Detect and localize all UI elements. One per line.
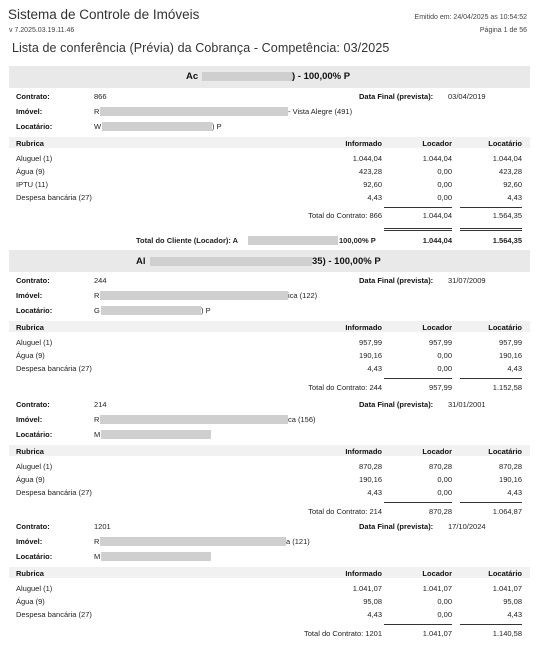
redacted-block: [202, 72, 294, 81]
contract-number: 1201: [94, 522, 111, 531]
col-locatario: Locatário: [488, 323, 522, 332]
rubrica-cell: Aluguel (1): [16, 338, 53, 347]
end-date-value: 03/04/2019: [448, 92, 486, 101]
end-date-value: 31/07/2009: [448, 276, 486, 285]
locatario-cell: 870,28: [499, 462, 522, 471]
redacted-block: [100, 107, 288, 116]
col-informado: Informado: [345, 323, 382, 332]
property-suffix: a (121): [286, 537, 310, 546]
tenant-label: Locatário:: [16, 306, 53, 315]
informado-cell: 1.041,07: [352, 584, 382, 593]
col-rubrica: Rubrica: [16, 139, 44, 148]
locador-cell: 0,00: [437, 475, 452, 484]
rubrica-cell: Água (9): [16, 351, 45, 360]
end-date-value: 31/01/2001: [448, 400, 486, 409]
locador-cell: 0,00: [437, 597, 452, 606]
redacted-block: [100, 291, 288, 300]
locatario-cell: 423,28: [499, 167, 522, 176]
col-rubrica: Rubrica: [16, 323, 44, 332]
informado-cell: 190,16: [359, 351, 382, 360]
total-rule: [384, 230, 452, 231]
col-rubrica: Rubrica: [16, 569, 44, 578]
end-date-label: Data Final (prevista):: [359, 92, 434, 101]
tenant-prefix: G: [94, 306, 100, 315]
locador-cell: 0,00: [437, 180, 452, 189]
client-share: 35) - 100,00% P: [312, 256, 381, 267]
emitted-timestamp: Emitido em: 24/04/2025 as 10:54:52: [414, 14, 527, 21]
col-locatario: Locatário: [488, 569, 522, 578]
property-label: Imóvel:: [16, 291, 43, 300]
locatario-cell: 95,08: [503, 597, 522, 606]
client-name-start: Ac: [186, 71, 199, 82]
contract-total-label: Total do Contrato: 244: [308, 383, 382, 392]
locatario-cell: 92,60: [503, 180, 522, 189]
rubrica-cell: Água (9): [16, 167, 45, 176]
contract-label: Contrato:: [16, 276, 50, 285]
locatario-cell: 1.041,07: [492, 584, 522, 593]
locador-cell: 1.044,04: [422, 154, 452, 163]
total-rule: [384, 502, 452, 503]
locador-cell: 0,00: [437, 610, 452, 619]
locatario-cell: 190,16: [499, 475, 522, 484]
contract-total-label: Total do Contrato: 866: [308, 211, 382, 220]
property-prefix: R: [94, 291, 100, 300]
col-locador: Locador: [422, 323, 452, 332]
total-rule: [384, 378, 452, 379]
locador-cell: 1.041,07: [422, 584, 452, 593]
redacted-block: [101, 430, 211, 439]
total-rule: [384, 624, 452, 625]
contract-total-locatario: 1.564,35: [492, 211, 522, 220]
informado-cell: 92,60: [363, 180, 382, 189]
locatario-cell: 1.044,04: [492, 154, 522, 163]
contract-total-locador: 1.044,04: [422, 211, 452, 220]
col-locador: Locador: [422, 569, 452, 578]
tenant-label: Locatário:: [16, 552, 53, 561]
total-rule: [384, 207, 452, 208]
tenant-prefix: M: [94, 430, 101, 439]
rubrica-cell: Despesa bancária (27): [16, 610, 92, 619]
property-prefix: R: [94, 107, 100, 116]
contract-number: 866: [94, 92, 107, 101]
redacted-block: [100, 537, 286, 546]
col-locador: Locador: [422, 139, 452, 148]
rubrica-cell: Despesa bancária (27): [16, 364, 92, 373]
locatario-cell: 4,43: [507, 364, 522, 373]
total-rule: [460, 502, 522, 503]
property-suffix: ica (122): [288, 291, 318, 300]
property-prefix: R: [94, 415, 100, 424]
contract-total-locatario: 1.140,58: [492, 629, 522, 638]
end-date-value: 17/10/2024: [448, 522, 486, 531]
total-rule: [460, 228, 522, 229]
total-rule: [384, 228, 452, 229]
informado-cell: 190,16: [359, 475, 382, 484]
col-locador: Locador: [422, 447, 452, 456]
col-locatario: Locatário: [488, 447, 522, 456]
total-rule: [460, 378, 522, 379]
locatario-cell: 4,43: [507, 488, 522, 497]
tenant-suffix: ) P: [212, 122, 222, 131]
rubrica-cell: Água (9): [16, 475, 45, 484]
client-total-share: 100,00% P: [339, 236, 376, 245]
tenant-prefix: W: [94, 122, 102, 131]
rubrica-cell: Aluguel (1): [16, 154, 53, 163]
redacted-block: [100, 415, 288, 424]
col-informado: Informado: [345, 139, 382, 148]
informado-cell: 957,99: [359, 338, 382, 347]
property-suffix: ca (156): [288, 415, 316, 424]
informado-cell: 95,08: [363, 597, 382, 606]
locador-cell: 0,00: [437, 167, 452, 176]
contract-label: Contrato:: [16, 522, 50, 531]
informado-cell: 4,43: [367, 610, 382, 619]
informado-cell: 4,43: [367, 364, 382, 373]
col-rubrica: Rubrica: [16, 447, 44, 456]
locador-cell: 0,00: [437, 364, 452, 373]
col-informado: Informado: [345, 569, 382, 578]
locatario-cell: 4,43: [507, 193, 522, 202]
rubrica-cell: Despesa bancária (27): [16, 488, 92, 497]
client-share: ) - 100,00% P: [292, 71, 351, 82]
rubrica-cell: Aluguel (1): [16, 462, 53, 471]
informado-cell: 423,28: [359, 167, 382, 176]
total-rule: [460, 207, 522, 208]
app-title: Sistema de Controle de Imóveis: [8, 7, 200, 22]
locador-cell: 0,00: [437, 193, 452, 202]
contract-total-label: Total do Contrato: 214: [308, 507, 382, 516]
locador-cell: 870,28: [429, 462, 452, 471]
property-label: Imóvel:: [16, 415, 43, 424]
informado-cell: 4,43: [367, 488, 382, 497]
redacted-block: [248, 236, 338, 245]
tenant-label: Locatário:: [16, 122, 53, 131]
informado-cell: 870,28: [359, 462, 382, 471]
contract-total-locatario: 1.064,87: [492, 507, 522, 516]
tenant-label: Locatário:: [16, 430, 53, 439]
total-rule: [460, 230, 522, 231]
contract-number: 214: [94, 400, 107, 409]
redacted-block: [102, 122, 212, 131]
rubrica-cell: IPTU (11): [16, 180, 48, 189]
redacted-block: [150, 257, 312, 266]
contract-total-locador: 870,28: [429, 507, 452, 516]
tenant-suffix: ) P: [201, 306, 211, 315]
rubrica-cell: Água (9): [16, 597, 45, 606]
locatario-cell: 4,43: [507, 610, 522, 619]
locatario-cell: 190,16: [499, 351, 522, 360]
locatario-cell: 957,99: [499, 338, 522, 347]
locador-cell: 957,99: [429, 338, 452, 347]
report-title: Lista de conferência (Prévia) da Cobrança - Competência: 03/2025: [12, 41, 390, 55]
rubrica-cell: Despesa bancária (27): [16, 193, 92, 202]
contract-label: Contrato:: [16, 400, 50, 409]
tenant-prefix: M: [94, 552, 101, 561]
contract-total-locador: 957,99: [429, 383, 452, 392]
property-label: Imóvel:: [16, 537, 43, 546]
end-date-label: Data Final (prevista):: [359, 276, 434, 285]
contract-total-locatario: 1.152,58: [492, 383, 522, 392]
rubrica-cell: Aluguel (1): [16, 584, 53, 593]
end-date-label: Data Final (prevista):: [359, 522, 434, 531]
client-name-start: Al: [136, 256, 146, 267]
informado-cell: 1.044,04: [352, 154, 382, 163]
locador-cell: 0,00: [437, 488, 452, 497]
property-prefix: R: [94, 537, 100, 546]
version-label: v 7.2025.03.19.11.46: [9, 27, 75, 34]
locador-cell: 0,00: [437, 351, 452, 360]
contract-number: 244: [94, 276, 107, 285]
contract-total-locador: 1.041,07: [422, 629, 452, 638]
contract-label: Contrato:: [16, 92, 50, 101]
property-suffix: - Vista Alegre (491): [288, 107, 353, 116]
property-label: Imóvel:: [16, 107, 43, 116]
client-total-locador: 1.044,04: [422, 236, 452, 245]
client-total-locatario: 1.564,35: [492, 236, 522, 245]
redacted-block: [101, 306, 201, 315]
col-informado: Informado: [345, 447, 382, 456]
total-rule: [460, 624, 522, 625]
redacted-block: [101, 552, 211, 561]
informado-cell: 4,43: [367, 193, 382, 202]
contract-total-label: Total do Contrato: 1201: [304, 629, 382, 638]
col-locatario: Locatário: [488, 139, 522, 148]
client-total-label: Total do Cliente (Locador): A: [136, 236, 239, 245]
page-number: Página 1 de 56: [479, 27, 527, 34]
end-date-label: Data Final (prevista):: [359, 400, 434, 409]
